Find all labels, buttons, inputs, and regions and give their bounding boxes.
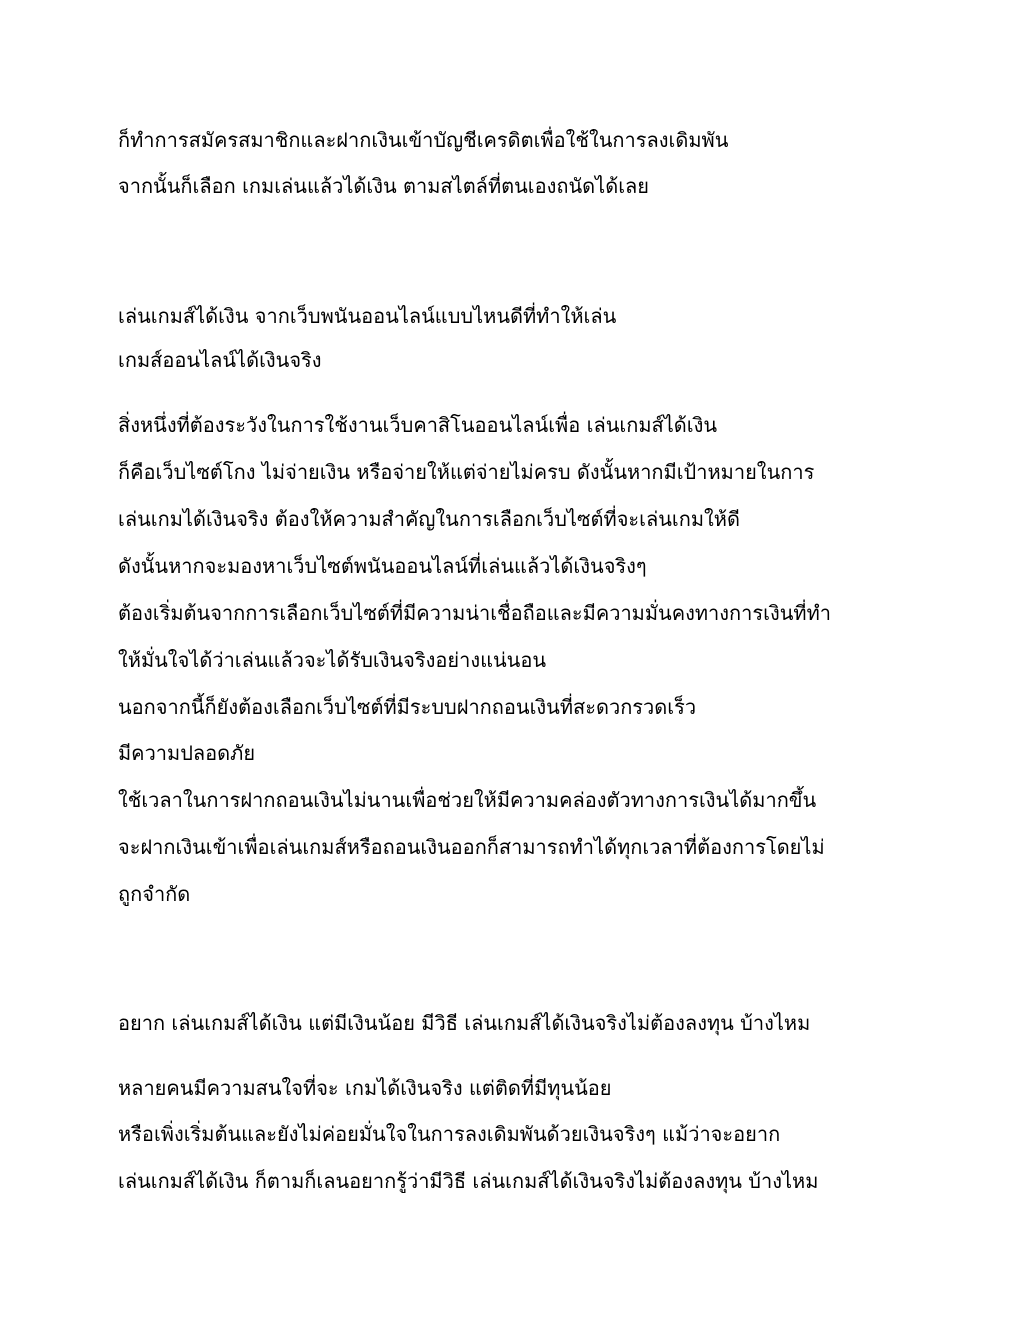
text-line: เล่นเกมส์ได้เงิน ก็ตามก็เลนอยากรู้ว่ามีวิธี เล่นเกมส์ได้เงินจริงไม่ต้องลงทุน บ้างไหม — [118, 1169, 819, 1193]
text-line: ให้มั่นใจได้ว่าเล่นแล้วจะได้รับเงินจริงอย่างแน่นอน — [118, 648, 547, 672]
text-line: ต้องเริ่มต้นจากการเลือกเว็บไซต์ที่มีความน่าเชื่อถือและมีความมั่นคงทางการเงินที่ทำ — [118, 601, 831, 625]
text-line: เล่นเกมได้เงินจริง ต้องให้ความสำคัญในการเลือกเว็บไซต์ที่จะเล่นเกมให้ดี — [118, 507, 740, 531]
text-line: ใช้เวลาในการฝากถอนเงินไม่นานเพื่อช่วยให้มีความคล่องตัวทางการเงินได้มากขึ้น — [118, 788, 817, 812]
section-heading: เกมส์ออนไลน์ได้เงินจริง — [118, 348, 322, 372]
text-line: หลายคนมีความสนใจที่จะ เกมได้เงินจริง แต่ติดที่มีทุนน้อย — [118, 1076, 612, 1100]
text-line: มีความปลอดภัย — [118, 741, 256, 765]
text-line: ดังนั้นหากจะมองหาเว็บไซต์พนันออนไลน์ที่เล่นแล้วได้เงินจริงๆ — [118, 554, 647, 578]
text-line: ก็ทำการสมัครสมาชิกและฝากเงินเข้าบัญชีเครดิตเพื่อใช้ในการลงเดิมพัน — [118, 128, 729, 152]
section-heading: อยาก เล่นเกมส์ได้เงิน แต่มีเงินน้อย มีวิธี เล่นเกมส์ได้เงินจริงไม่ต้องลงทุน บ้างไหม — [118, 1011, 811, 1035]
text-line: จะฝากเงินเข้าเพื่อเล่นเกมส์หรือถอนเงินออกก็สามารถทำได้ทุกเวลาที่ต้องการโดยไม่ — [118, 835, 825, 859]
text-line: นอกจากนี้ก็ยังต้องเลือกเว็บไซต์ที่มีระบบฝากถอนเงินที่สะดวกรวดเร็ว — [118, 695, 697, 719]
text-line: จากนั้นก็เลือก เกมเล่นแล้วได้เงิน ตามสไตล์ที่ตนเองถนัดได้เลย — [118, 174, 650, 198]
text-line: ก็คือเว็บไซต์โกง ไม่จ่ายเงิน หรือจ่ายให้แต่จ่ายไม่ครบ ดังนั้นหากมีเป้าหมายในการ — [118, 460, 815, 484]
text-line: สิ่งหนึ่งที่ต้องระวังในการใช้งานเว็บคาสิโนออนไลน์เพื่อ เล่นเกมส์ได้เงิน — [118, 413, 718, 437]
text-line: ถูกจำกัด — [118, 882, 191, 906]
section-heading: เล่นเกมส์ได้เงิน จากเว็บพนันออนไลน์แบบไหนดีที่ทำให้เล่น — [118, 304, 617, 328]
text-line: หรือเพิ่งเริ่มต้นและยังไม่ค่อยมั่นใจในการลงเดิมพันด้วยเงินจริงๆ แม้ว่าจะอยาก — [118, 1122, 781, 1146]
